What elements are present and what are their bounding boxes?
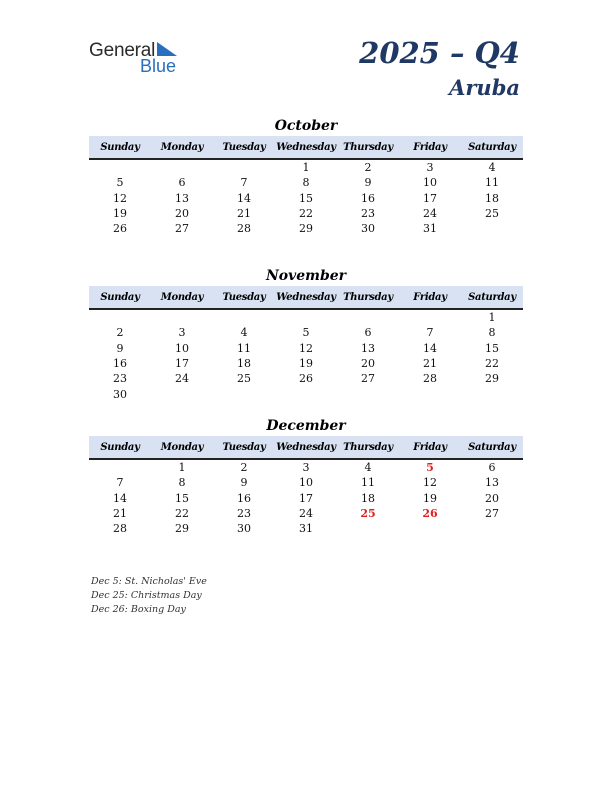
weekday-label: Tuesday xyxy=(222,141,266,153)
holiday-note: Dec 25: Christmas Day xyxy=(91,590,202,601)
date-cell: 18 xyxy=(485,191,499,205)
week-row xyxy=(89,356,523,371)
date-cell: 27 xyxy=(361,372,375,386)
weekday-label: Sunday xyxy=(100,441,140,453)
logo-text-general: General xyxy=(89,40,156,61)
date-cell: 4 xyxy=(240,326,248,340)
date-cell: 2 xyxy=(364,161,372,175)
date-cell: 25 xyxy=(237,372,251,386)
date-cell: 22 xyxy=(175,507,189,521)
weekday-label: Friday xyxy=(413,291,447,303)
weekday-label: Thursday xyxy=(343,141,393,153)
week-row xyxy=(89,325,523,340)
date-cell: 5 xyxy=(116,176,124,190)
date-cell: 6 xyxy=(364,326,372,340)
date-cell: 30 xyxy=(361,222,375,236)
date-cell: 15 xyxy=(175,491,189,505)
weekday-label: Sunday xyxy=(100,141,140,153)
date-cell: 13 xyxy=(485,476,499,490)
date-cell: 6 xyxy=(178,176,186,190)
holiday-note: Dec 26: Boxing Day xyxy=(91,604,186,615)
weekday-label: Wednesday xyxy=(276,141,336,153)
date-cell: 9 xyxy=(364,176,372,190)
date-cell: 21 xyxy=(237,207,251,221)
date-cell: 14 xyxy=(113,491,127,505)
weekday-label: Friday xyxy=(413,141,447,153)
date-cell: 10 xyxy=(299,476,313,490)
date-cell: 29 xyxy=(299,222,313,236)
date-cell: 23 xyxy=(113,372,127,386)
weekday-header xyxy=(89,286,523,310)
month-title: November xyxy=(265,268,347,284)
date-cell: 14 xyxy=(237,191,251,205)
date-cell: 18 xyxy=(237,357,251,371)
date-cell: 28 xyxy=(113,522,127,536)
date-cell: 12 xyxy=(299,341,313,355)
date-cell: 29 xyxy=(485,372,499,386)
date-cell: 15 xyxy=(485,341,499,355)
date-cell: 11 xyxy=(485,176,499,190)
month-december xyxy=(89,416,523,536)
weekday-header xyxy=(89,436,523,460)
date-cell: 1 xyxy=(488,311,496,325)
weekday-label: Monday xyxy=(160,141,204,153)
date-cell: 2 xyxy=(240,461,248,475)
date-cell: 17 xyxy=(175,357,189,371)
date-cell: 19 xyxy=(299,357,313,371)
date-cell: 24 xyxy=(175,372,189,386)
page-subtitle: Aruba xyxy=(449,75,520,100)
weekday-label: Tuesday xyxy=(222,291,266,303)
date-cell: 15 xyxy=(299,191,313,205)
date-cell: 8 xyxy=(178,476,186,490)
date-cell: 31 xyxy=(423,222,437,236)
date-cell: 2 xyxy=(116,326,124,340)
date-cell: 11 xyxy=(361,476,375,490)
generalblue-logo xyxy=(89,40,189,76)
weekday-label: Thursday xyxy=(343,291,393,303)
date-cell: 19 xyxy=(113,207,127,221)
date-cell: 14 xyxy=(423,341,437,355)
weekday-label: Saturday xyxy=(468,441,516,453)
date-cell: 21 xyxy=(113,507,127,521)
date-cell: 13 xyxy=(361,341,375,355)
date-cell: 10 xyxy=(175,341,189,355)
date-cell: 18 xyxy=(361,491,375,505)
date-cell: 10 xyxy=(423,176,437,190)
week-row xyxy=(89,221,523,236)
date-cell: 24 xyxy=(423,207,437,221)
date-cell: 1 xyxy=(178,461,186,475)
date-cell: 31 xyxy=(299,522,313,536)
weekday-label: Monday xyxy=(160,291,204,303)
date-cell: 27 xyxy=(485,507,499,521)
date-cell: 23 xyxy=(361,207,375,221)
weekday-label: Thursday xyxy=(343,441,393,453)
date-cell: 1 xyxy=(302,161,310,175)
holiday-notes xyxy=(91,575,207,617)
week-row xyxy=(89,386,523,401)
date-cell: 28 xyxy=(237,222,251,236)
week-row xyxy=(89,191,523,206)
date-cell: 22 xyxy=(485,357,499,371)
week-row xyxy=(89,160,523,175)
date-cell: 9 xyxy=(240,476,248,490)
date-cell: 16 xyxy=(113,357,127,371)
date-cell: 22 xyxy=(299,207,313,221)
date-cell: 26 xyxy=(299,372,313,386)
date-cell: 12 xyxy=(113,191,127,205)
date-cell: 25 xyxy=(485,207,499,221)
date-cell: 21 xyxy=(423,357,437,371)
date-cell: 7 xyxy=(240,176,248,190)
week-row xyxy=(89,371,523,386)
date-cell: 26 xyxy=(113,222,127,236)
date-cell: 20 xyxy=(485,491,499,505)
weekday-label: Wednesday xyxy=(276,291,336,303)
weekday-label: Monday xyxy=(160,441,204,453)
date-cell: 23 xyxy=(237,507,251,521)
date-cell: 28 xyxy=(423,372,437,386)
week-row xyxy=(89,310,523,325)
week-row xyxy=(89,460,523,475)
date-cell: 4 xyxy=(364,461,372,475)
date-cell: 11 xyxy=(237,341,251,355)
date-cell: 29 xyxy=(175,522,189,536)
week-row xyxy=(89,506,523,521)
holiday-date-cell: 25 xyxy=(360,507,376,521)
weekday-label: Sunday xyxy=(100,291,140,303)
month-october xyxy=(89,116,523,236)
date-cell: 30 xyxy=(113,387,127,401)
date-cell: 7 xyxy=(426,326,434,340)
weekday-label: Friday xyxy=(413,441,447,453)
date-cell: 16 xyxy=(237,491,251,505)
week-row xyxy=(89,175,523,190)
date-cell: 3 xyxy=(178,326,186,340)
week-row xyxy=(89,206,523,221)
date-cell: 3 xyxy=(426,161,434,175)
month-title: October xyxy=(274,118,338,134)
weekday-label: Saturday xyxy=(468,291,516,303)
weekday-label: Saturday xyxy=(468,141,516,153)
weekday-header xyxy=(89,136,523,160)
weekday-label: Wednesday xyxy=(276,441,336,453)
date-cell: 30 xyxy=(237,522,251,536)
date-cell: 27 xyxy=(175,222,189,236)
date-cell: 19 xyxy=(423,491,437,505)
week-row xyxy=(89,521,523,536)
date-cell: 5 xyxy=(302,326,310,340)
date-cell: 12 xyxy=(423,476,437,490)
holiday-date-cell: 5 xyxy=(426,461,434,475)
holiday-note: Dec 5: St. Nicholas' Eve xyxy=(91,576,207,587)
date-cell: 8 xyxy=(488,326,496,340)
date-cell: 20 xyxy=(361,357,375,371)
date-cell: 8 xyxy=(302,176,310,190)
weekday-label: Tuesday xyxy=(222,441,266,453)
date-cell: 13 xyxy=(175,191,189,205)
holiday-date-cell: 26 xyxy=(422,507,438,521)
week-row xyxy=(89,491,523,506)
date-cell: 20 xyxy=(175,207,189,221)
month-title: December xyxy=(266,418,346,434)
date-cell: 3 xyxy=(302,461,310,475)
date-cell: 4 xyxy=(488,161,496,175)
date-cell: 24 xyxy=(299,507,313,521)
date-cell: 9 xyxy=(116,341,124,355)
week-row xyxy=(89,341,523,356)
page-title: 2025 – Q4 xyxy=(359,36,520,70)
month-november xyxy=(89,266,523,402)
logo-text-blue: Blue xyxy=(140,56,177,76)
date-cell: 6 xyxy=(488,461,496,475)
date-cell: 17 xyxy=(299,491,313,505)
week-row xyxy=(89,475,523,490)
date-cell: 7 xyxy=(116,476,124,490)
date-cell: 17 xyxy=(423,191,437,205)
date-cell: 16 xyxy=(361,191,375,205)
